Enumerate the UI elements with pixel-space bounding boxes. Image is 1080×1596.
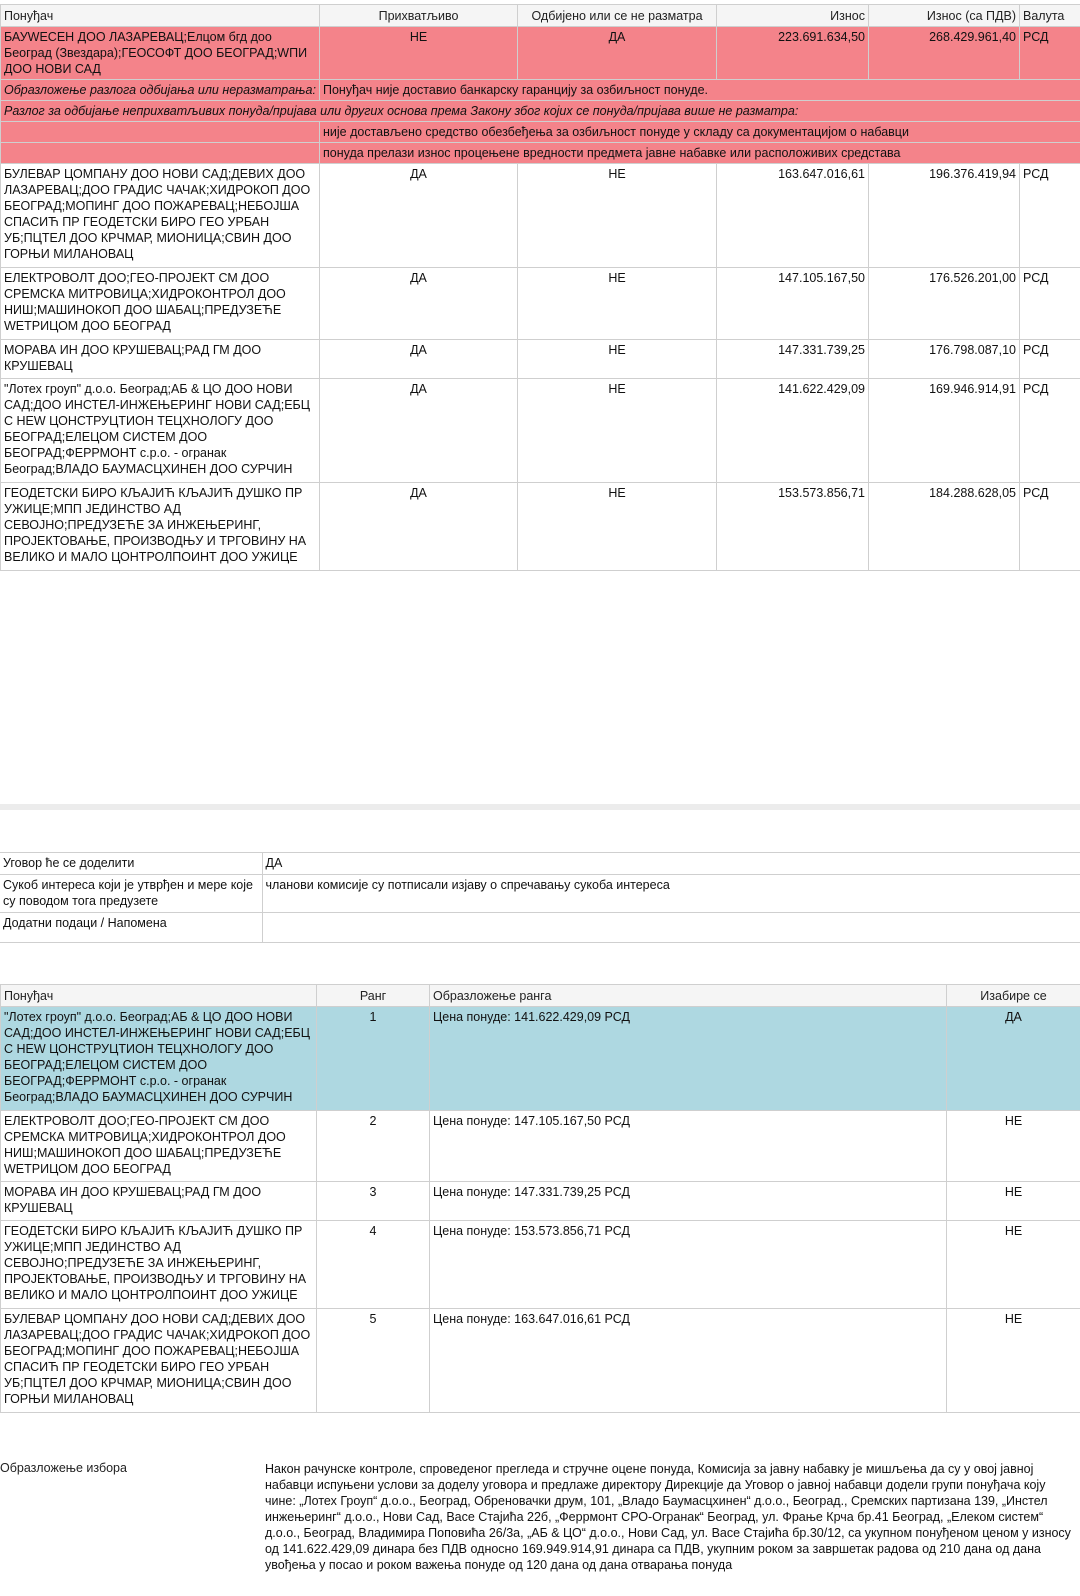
rejection-grounds-label: Разлог за одбијање неприхватљивих понуда/пријава или других основа према Закону због којих се понуда/пријава више не разматра: [1,101,1080,122]
offer-currency: РСД [1020,483,1080,571]
offer-bidder: ЕЛЕКТРОВОЛТ ДОО;ГЕО-ПРОЈЕКТ СМ ДОО СРЕМСКА МИТРОВИЦА;ХИДРОКОНТРОЛ ДОО НИШ;МАШИНОКОП ДОО ШАБАЦ;ПРЕДУЗЕЋЕ WЕТРИЦОМ ДОО БЕОГРАД [1,268,320,340]
rejection-ground-row [1,143,1080,164]
rejection-ground: понуда прелази износ процењене вредности предмета јавне набавке или расположивих средстава [320,143,1080,164]
offer-amount: 153.573.856,71 [717,483,869,571]
ranking-rank: 4 [317,1221,430,1309]
notes-row [0,913,1080,943]
selection-explanation-text: Након рачунске контроле, спроведеног прегледа и стручне оцене понуда, Комисија за јавну набавку је мишљења да су у овој јавној набавци испуњени услови за доделу уговора и предлаже директору Дирекције да Уговор о јавној набавци додели групи понуђача коју чине: „Лотех Гроуп“ д.о.о., Београд, Обреновачки друм, 101, „Владо Баумасцхинен“ д.о.о., Београд., Сремских партизана 139, „Инстел инжењеринг“ д.о.о., Нови Сад, Васе Стајића 22б, „Феррмонт СРО-Огранак“ Београд, ул. Фрање Крча бр.41 Београд, „Елеком систем“ д.о.о., Београд, Владимира Поповића 26/3а, „АБ & ЦО“ д.о.о., Нови Сад, ул. Васе Стајића бр.30/12, са укупном понуђеном ценом у износу од 141.622.429,09 динара без ПДВ односно 169.949.914,91 динара са ПДВ, укупним роком за завршетак радова од 210 дана од дана увођења у посао и роком важења понуде од 120 дана од дана отварања понуда [265,1462,1071,1572]
empty-cell [1,143,320,164]
offer-bidder: БУЛЕВАР ЦОМПАНУ ДОО НОВИ САД;ДЕВИХ ДОО ЛАЗАРЕВАЦ;ДОО ГРАДИС ЧАЧАК;ХИДРОКОП ДОО БЕОГРАД;МОПИНГ ДОО ПОЖАРЕВАЦ;НЕБОЈША СПАСИЋ ПР ГЕОДЕТСКИ БИРО ГЕО УРБАН УБ;ПЦТЕЛ ДОО КРЧМАР, МИОНИЦА;СВИН ДОО ГОРЊИ МИЛАНОВАЦ [1,164,320,268]
ranking-selected: ДА [947,1007,1080,1111]
empty-cell [1,122,320,143]
rejected-rejected: ДА [518,27,717,80]
offer-row [1,483,1080,571]
offer-acceptable: ДА [320,483,518,571]
ranking-row [1,1182,1080,1221]
conflict-value: чланови комисије су потписали изјаву о спречавању сукоба интереса [262,875,1080,913]
header-bidder: Понуђач [1,5,320,27]
offer-amount: 147.331.739,25 [717,340,869,379]
ranking-row [1,1309,1080,1413]
selection-explanation-label: Образложење избора [0,1461,127,1475]
ranking-selected: НЕ [947,1182,1080,1221]
offer-amount: 163.647.016,61 [717,164,869,268]
offer-rejected: НЕ [518,268,717,340]
offer-amount-vat: 169.946.914,91 [869,379,1020,483]
offer-currency: РСД [1020,164,1080,268]
ranking-rank: 3 [317,1182,430,1221]
rejected-acceptable: НЕ [320,27,518,80]
conflict-label: Сукоб интереса који је утврђен и мере које су поводом тога предузете [0,875,262,913]
offer-row [1,268,1080,340]
header-rank-reason: Образложење ранга [430,985,947,1007]
ranking-selected: НЕ [947,1309,1080,1413]
offer-row [1,379,1080,483]
offer-amount-vat: 184.288.628,05 [869,483,1020,571]
ranking-row-selected [1,1007,1080,1111]
contract-label: Уговор ће се доделити [0,853,262,875]
offers-table [0,4,1080,571]
contract-row [0,853,1080,875]
notes-label: Додатни подаци / Напомена [0,913,262,943]
conflict-row [0,875,1080,913]
offer-currency: РСД [1020,268,1080,340]
header-acceptable: Прихватљиво [320,5,518,27]
ranking-bidder: МОРАВА ИН ДОО КРУШЕВАЦ;РАД ГМ ДОО КРУШЕВАЦ [1,1182,317,1221]
offer-amount-vat: 176.798.087,10 [869,340,1020,379]
header-bidder: Понуђач [1,985,317,1007]
header-amount-vat: Износ (са ПДВ) [869,5,1020,27]
ranking-reason: Цена понуде: 141.622.429,09 РСД [430,1007,947,1111]
ranking-table [0,984,1080,1413]
ranking-rank: 1 [317,1007,430,1111]
offer-row [1,164,1080,268]
header-amount: Износ [717,5,869,27]
offer-amount: 147.105.167,50 [717,268,869,340]
rejection-reason-label: Образложење разлога одбијања или неразматрања: [1,80,320,101]
rejected-bidder: БАУWЕСЕН ДОО ЛАЗАРЕВАЦ;Елцом бгд доо Београд (Звездара);ГЕОСОФТ ДОО БЕОГРАД;WПИ ДОО НОВИ САД [1,27,320,80]
ranking-reason: Цена понуде: 147.331.739,25 РСД [430,1182,947,1221]
rejection-grounds-row [1,101,1080,122]
offer-acceptable: ДА [320,379,518,483]
header-rank: Ранг [317,985,430,1007]
ranking-bidder: ГЕОДЕТСКИ БИРО КЉАЈИЋ КЉАЈИЋ ДУШКО ПР УЖИЦЕ;МПП ЈЕДИНСТВО АД СЕВОЈНО;ПРЕДУЗЕЋЕ ЗА ИНЖЕЊЕРИНГ, ПРОЈЕКТОВАЊЕ, ПРОИЗВОДЊУ И ТРГОВИНУ НА ВЕЛИКО И МАЛО ЦОНТРОЛПОИНТ ДОО УЖИЦЕ [1,1221,317,1309]
contract-value: ДА [262,853,1080,875]
ranking-row [1,1221,1080,1309]
rejected-amount: 223.691.634,50 [717,27,869,80]
ranking-selected: НЕ [947,1111,1080,1182]
rejected-amount-vat: 268.429.961,40 [869,27,1020,80]
rejected-currency: РСД [1020,27,1080,80]
rejection-ground: није достављено средство обезбеђења за озбиљност понуде у складу са документацијом о набавци [320,122,1080,143]
rejected-offer-row [1,27,1080,80]
header-rejected: Одбијено или се не разматра [518,5,717,27]
rejection-reason-row [1,80,1080,101]
rejection-reason-text: Понуђач није доставио банкарску гаранцију за озбиљност понуде. [320,80,1080,101]
decision-table [0,852,1080,943]
ranking-bidder: ЕЛЕКТРОВОЛТ ДОО;ГЕО-ПРОЈЕКТ СМ ДОО СРЕМСКА МИТРОВИЦА;ХИДРОКОНТРОЛ ДОО НИШ;МАШИНОКОП ДОО ШАБАЦ;ПРЕДУЗЕЋЕ WЕТРИЦОМ ДОО БЕОГРАД [1,1111,317,1182]
ranking-bidder: "Лотех гроуп" д.о.о. Београд;АБ & ЦО ДОО НОВИ САД;ДОО ИНСТЕЛ-ИНЖЕЊЕРИНГ НОВИ САД;ЕБЦ С НЕW ЦОНСТРУЦТИОН ТЕЦХНОЛОГУ ДОО БЕОГРАД;ЕЛЕЦОМ СИСТЕМ ДОО БЕОГРАД;ФЕРРМОНТ с.р.о. - огранак Београд;ВЛАДО БАУМАСЦХИНЕН ДОО СУРЧИН [1,1007,317,1111]
offer-currency: РСД [1020,340,1080,379]
offer-acceptable: ДА [320,164,518,268]
ranking-rank: 5 [317,1309,430,1413]
ranking-header-row [1,985,1080,1007]
section-divider [0,804,1080,810]
offers-header-row [1,5,1080,27]
ranking-reason: Цена понуде: 153.573.856,71 РСД [430,1221,947,1309]
offer-rejected: НЕ [518,164,717,268]
offer-acceptable: ДА [320,268,518,340]
offer-bidder: "Лотех гроуп" д.о.о. Београд;АБ & ЦО ДОО НОВИ САД;ДОО ИНСТЕЛ-ИНЖЕЊЕРИНГ НОВИ САД;ЕБЦ С НЕW ЦОНСТРУЦТИОН ТЕЦХНОЛОГУ ДОО БЕОГРАД;ЕЛЕЦОМ СИСТЕМ ДОО БЕОГРАД;ФЕРРМОНТ с.р.о. - огранак Београд;ВЛАДО БАУМАСЦХИНЕН ДОО СУРЧИН [1,379,320,483]
offer-bidder: МОРАВА ИН ДОО КРУШЕВАЦ;РАД ГМ ДОО КРУШЕВАЦ [1,340,320,379]
header-currency: Валута [1020,5,1080,27]
ranking-rank: 2 [317,1111,430,1182]
offer-acceptable: ДА [320,340,518,379]
offer-row [1,340,1080,379]
offer-rejected: НЕ [518,483,717,571]
rejection-ground-row [1,122,1080,143]
ranking-reason: Цена понуде: 147.105.167,50 РСД [430,1111,947,1182]
offer-amount-vat: 196.376.419,94 [869,164,1020,268]
offer-rejected: НЕ [518,379,717,483]
ranking-bidder: БУЛЕВАР ЦОМПАНУ ДОО НОВИ САД;ДЕВИХ ДОО ЛАЗАРЕВАЦ;ДОО ГРАДИС ЧАЧАК;ХИДРОКОП ДОО БЕОГРАД;МОПИНГ ДОО ПОЖАРЕВАЦ;НЕБОЈША СПАСИЋ ПР ГЕОДЕТСКИ БИРО ГЕО УРБАН УБ;ПЦТЕЛ ДОО КРЧМАР, МИОНИЦА;СВИН ДОО ГОРЊИ МИЛАНОВАЦ [1,1309,317,1413]
ranking-row [1,1111,1080,1182]
notes-value [262,913,1080,943]
offer-rejected: НЕ [518,340,717,379]
offer-bidder: ГЕОДЕТСКИ БИРО КЉАЈИЋ КЉАЈИЋ ДУШКО ПР УЖИЦЕ;МПП ЈЕДИНСТВО АД СЕВОЈНО;ПРЕДУЗЕЋЕ ЗА ИНЖЕЊЕРИНГ, ПРОЈЕКТОВАЊЕ, ПРОИЗВОДЊУ И ТРГОВИНУ НА ВЕЛИКО И МАЛО ЦОНТРОЛПОИНТ ДОО УЖИЦЕ [1,483,320,571]
header-selected: Изабире се [947,985,1080,1007]
offer-amount: 141.622.429,09 [717,379,869,483]
offer-currency: РСД [1020,379,1080,483]
ranking-reason: Цена понуде: 163.647.016,61 РСД [430,1309,947,1413]
offer-amount-vat: 176.526.201,00 [869,268,1020,340]
ranking-selected: НЕ [947,1221,1080,1309]
